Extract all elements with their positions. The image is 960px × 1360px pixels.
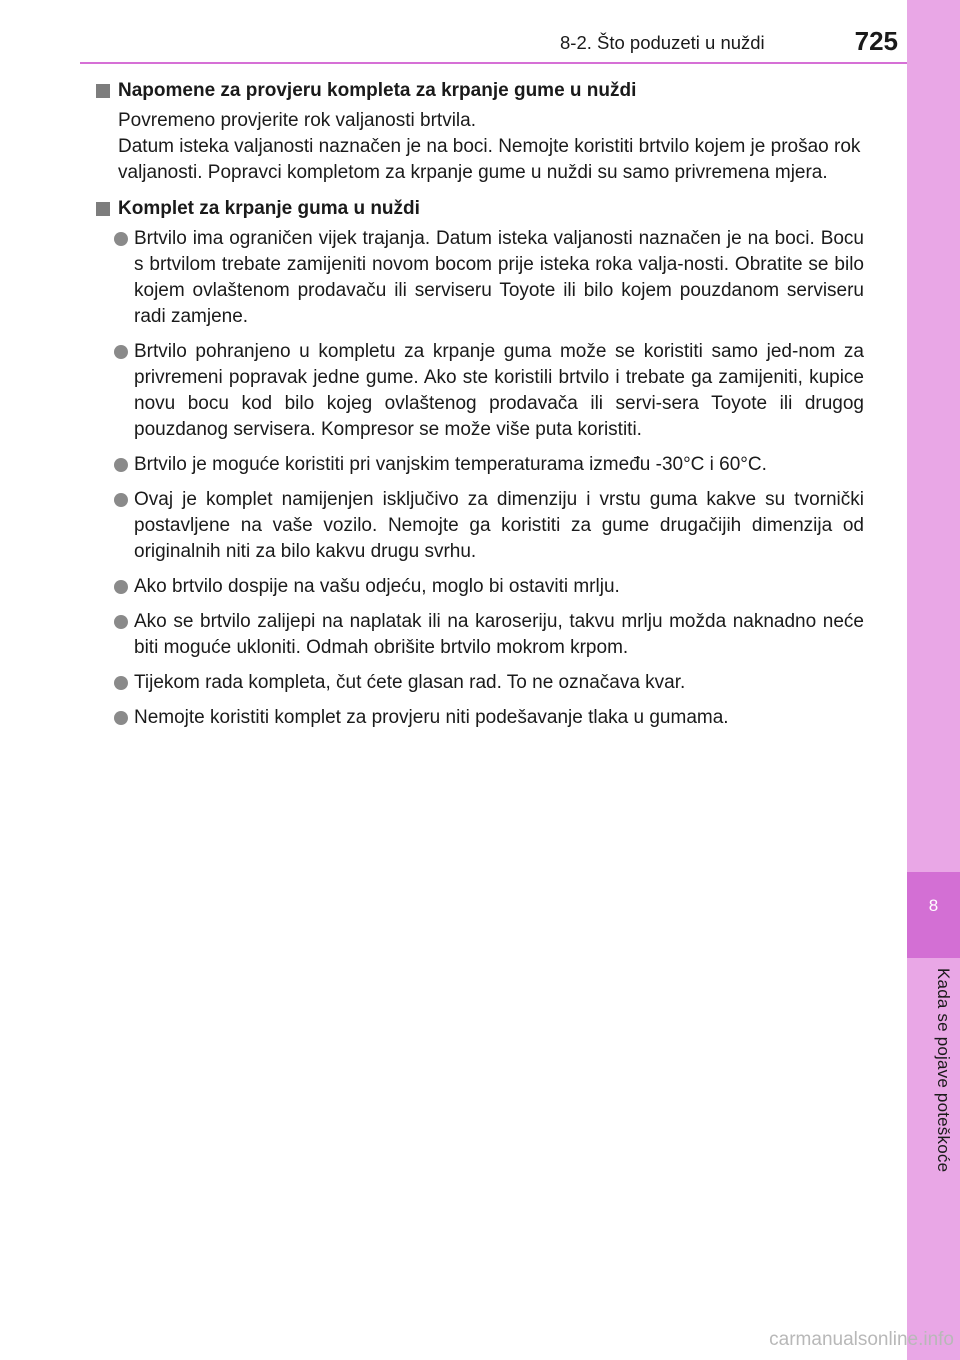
- chapter-number: 8: [928, 896, 939, 915]
- list-item: Ako se brtvilo zalijepi na naplatak ili na karoseriju, takvu mrlju možda naknadno neće biti moguće ukloniti. Odmah obrišite brtvilo mokrom krpom.: [96, 609, 864, 661]
- list-item: Nemojte koristiti komplet za provjeru niti podešavanje tlaka u gumama.: [96, 705, 864, 731]
- section-heading: Komplet za krpanje guma u nuždi: [96, 196, 864, 222]
- chapter-title-vertical: Kada se pojave poteškoće: [934, 968, 953, 1173]
- square-bullet-icon: [96, 202, 110, 216]
- paragraph: Povremeno provjerite rok valjanosti brtvila.: [118, 110, 476, 131]
- list-item: Brtvilo je moguće koristiti pri vanjskim temperaturama između -30°C i 60°C.: [96, 452, 864, 478]
- paragraph: Datum isteka valjanosti naznačen je na boci. Nemojte koristiti brtvilo kojem je prošao rok valjanosti. Popravci kompletom za krpanje gume u nuždi su samo privremena mjera.: [118, 136, 861, 183]
- circle-bullet-icon: [114, 232, 128, 246]
- list-item: Ovaj je komplet namijenjen isključivo za dimenziju i vrstu guma kakve su tvornički postavljene na vaše vozilo. Nemojte ga koristiti za gume drugačijih dimenzija od originalnih niti za bilo kakvu drugu svrhu.: [96, 487, 864, 565]
- watermark-text: carmanualsonline.info: [769, 1329, 954, 1350]
- list-item: Brtvilo ima ograničen vijek trajanja. Datum isteka valjanosti naznačen je na boci. Bocu s brtvilom trebate zamijeniti novom bocom prije isteka roka valja-nosti. Obratite se bilo kojem ovlaštenom prodavaču ili serviseru Toyote ili bilo kojem pouzdanom serviseru radi zamjene.: [96, 226, 864, 330]
- header-rule: [80, 62, 907, 64]
- circle-bullet-icon: [114, 676, 128, 690]
- page-number: 725: [854, 26, 898, 56]
- circle-bullet-icon: [114, 580, 128, 594]
- list-item: Tijekom rada kompleta, čut ćete glasan rad. To ne označava kvar.: [96, 670, 864, 696]
- page-content: [96, 78, 864, 740]
- circle-bullet-icon: [114, 493, 128, 507]
- header-section-title: 8-2. Što poduzeti u nuždi: [560, 32, 765, 53]
- circle-bullet-icon: [114, 345, 128, 359]
- circle-bullet-icon: [114, 615, 128, 629]
- section-paragraphs: [96, 108, 864, 186]
- circle-bullet-icon: [114, 458, 128, 472]
- list-item: Brtvilo pohranjeno u kompletu za krpanje guma može se koristiti samo jed-nom za privremeni popravak jedne gume. Ako ste koristili brtvilo i trebate ga zamijeniti, kupice novu bocu kod bilo kojeg ovlaštenog prodavača ili servi-sera Toyote ili drugog pouzdanog servisera. Kompresor se može više puta koristiti.: [96, 339, 864, 443]
- square-bullet-icon: [96, 84, 110, 98]
- list-item: Ako brtvilo dospije na vašu odjeću, moglo bi ostaviti mrlju.: [96, 574, 864, 600]
- circle-bullet-icon: [114, 711, 128, 725]
- section-heading: Napomene za provjeru kompleta za krpanje gume u nuždi: [96, 78, 864, 104]
